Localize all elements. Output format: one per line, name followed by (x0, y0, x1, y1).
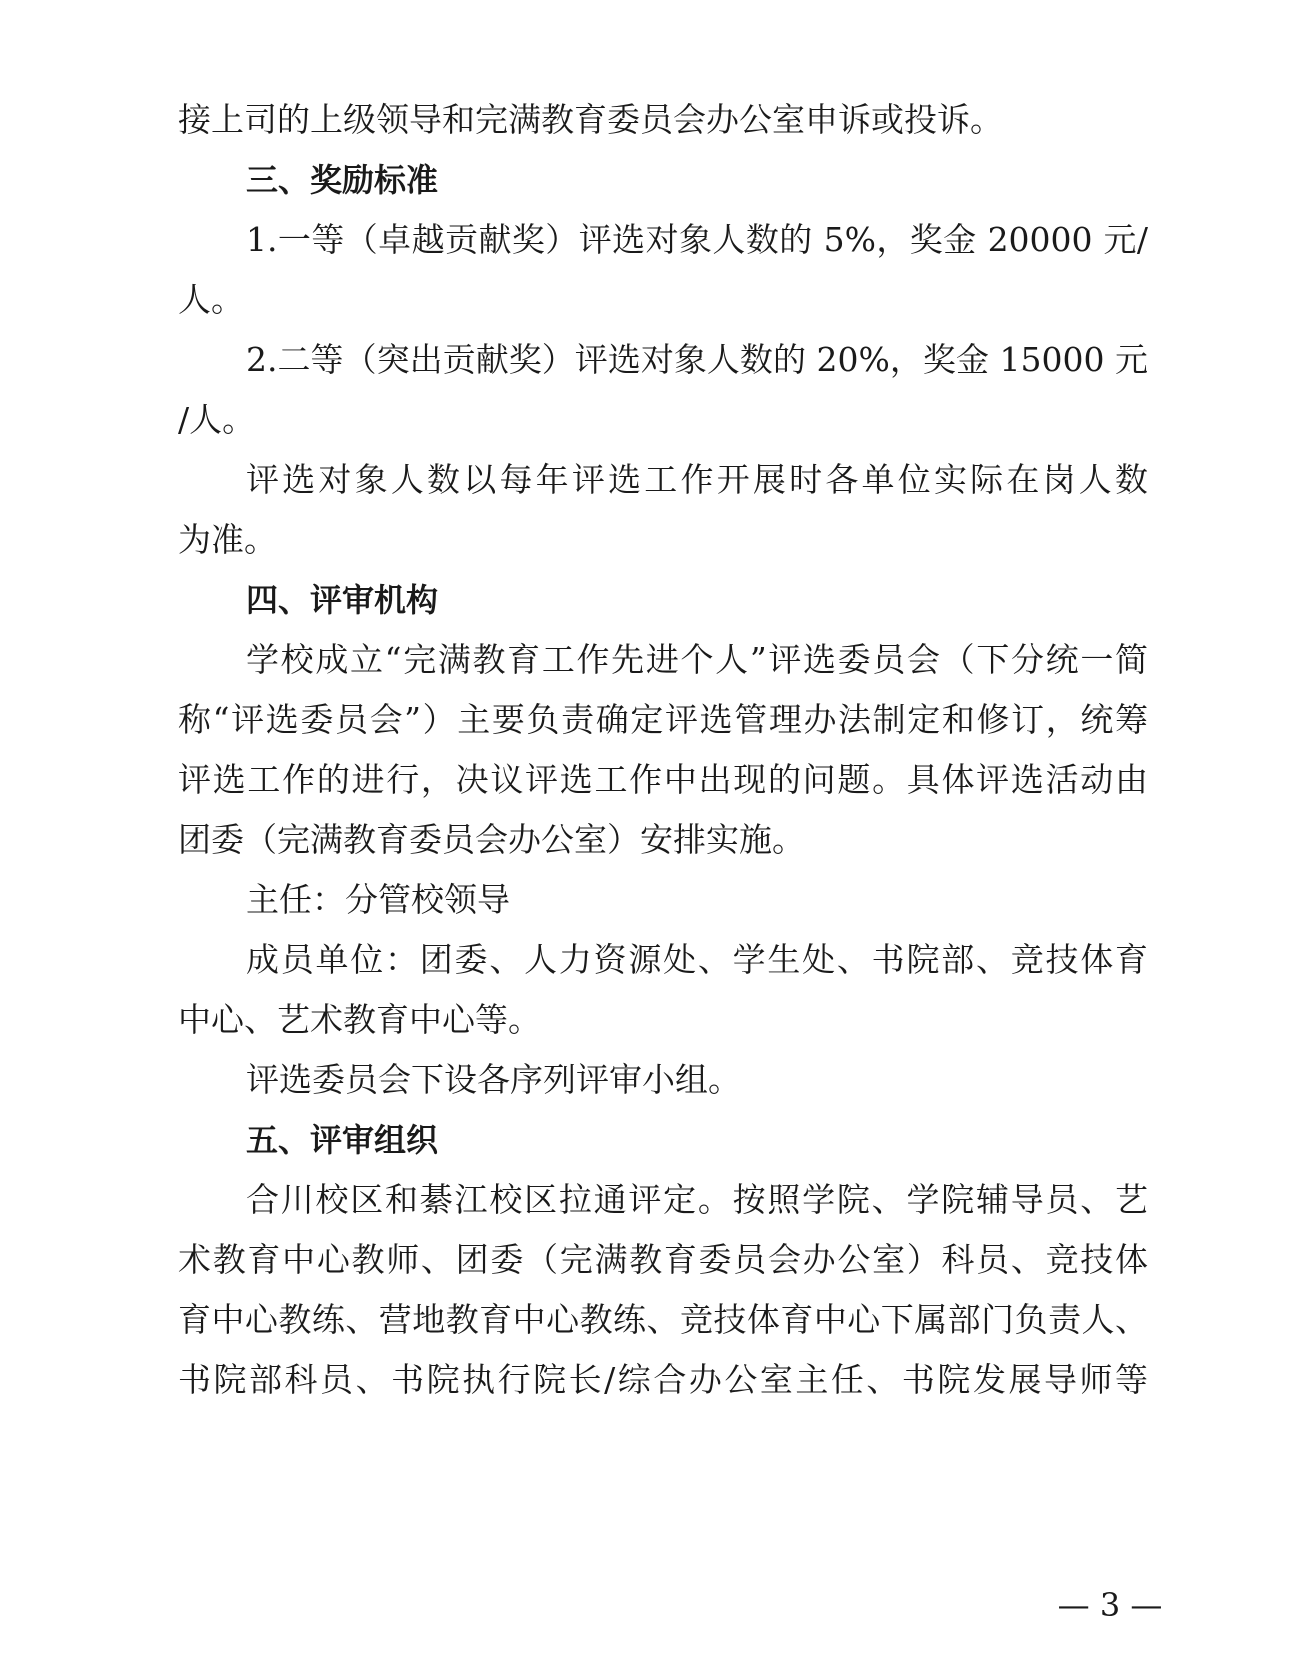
text-line: 育中心教练、营地教育中心教练、竞技体育中心下属部门负责人、 (178, 1300, 1148, 1339)
text-line: /人。 (178, 400, 256, 439)
text-line: 成员单位：团委、人力资源处、学生处、书院部、竞技体育 (246, 940, 1148, 979)
page-number: — 3 — (1057, 1586, 1163, 1624)
text-line: 人。 (178, 280, 244, 319)
section-heading-3: 三、奖励标准 (246, 161, 439, 199)
text-line: 称“评选委员会”）主要负责确定评选管理办法制定和修订，统筹 (178, 700, 1148, 739)
text-line: 书院部科员、书院执行院长/综合办公室主任、书院发展导师等 (178, 1360, 1148, 1399)
text-line: 评选工作的进行，决议评选工作中出现的问题。具体评选活动由 (178, 760, 1148, 799)
text-line: 接上司的上级领导和完满教育委员会办公室申诉或投诉。 (178, 100, 1003, 139)
section-heading-5: 五、评审组织 (246, 1121, 439, 1159)
text-line: 1.一等（卓越贡献奖）评选对象人数的 5%，奖金 20000 元/ (246, 220, 1148, 259)
text-line: 中心、艺术教育中心等。 (178, 1000, 541, 1039)
text-line: 为准。 (178, 520, 277, 559)
section-heading-4: 四、评审机构 (246, 581, 439, 619)
text-line: 学校成立“完满教育工作先进个人”评选委员会（下分统一简 (246, 640, 1148, 679)
text-line: 团委（完满教育委员会办公室）安排实施。 (178, 820, 805, 859)
text-line: 评选对象人数以每年评选工作开展时各单位实际在岗人数 (246, 460, 1148, 499)
text-line: 评选委员会下设各序列评审小组。 (246, 1060, 741, 1099)
text-line: 主任：分管校领导 (246, 880, 510, 919)
text-line: 术教育中心教师、团委（完满教育委员会办公室）科员、竞技体 (178, 1240, 1148, 1279)
text-line: 2.二等（突出贡献奖）评选对象人数的 20%，奖金 15000 元 (246, 340, 1148, 379)
text-line: 合川校区和綦江校区拉通评定。按照学院、学院辅导员、艺 (246, 1180, 1148, 1219)
